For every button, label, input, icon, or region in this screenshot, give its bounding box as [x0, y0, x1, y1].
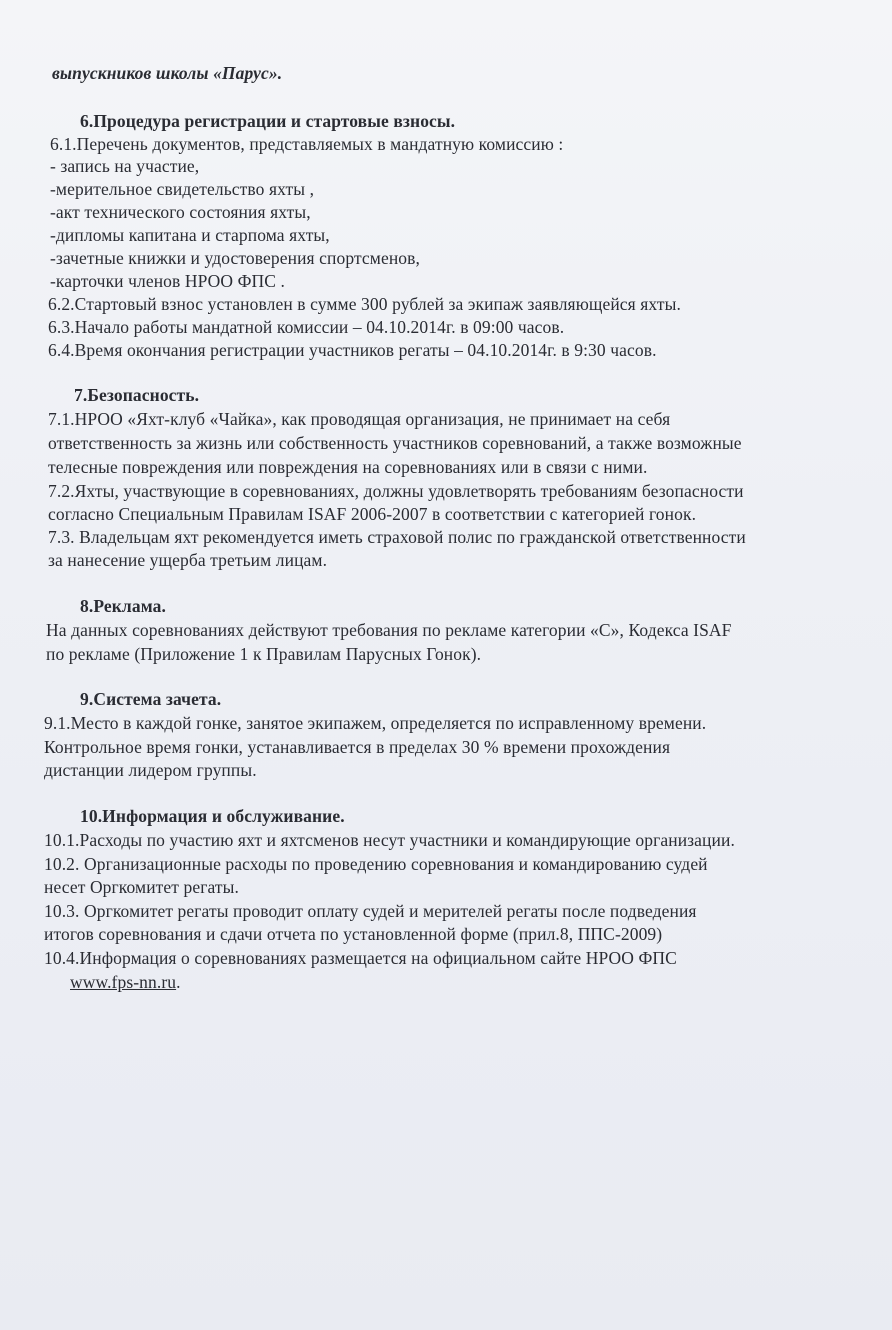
section-6-line: 6.3.Начало работы мандатной комиссии – 04.10.2014г. в 09:00 часов. — [48, 317, 565, 337]
section-6-line: 6.4.Время окончания регистрации участников регаты – 04.10.2014г. в 9:30 часов. — [48, 340, 657, 360]
section-8-line: по рекламе (Приложение 1 к Правилам Парусных Гонок). — [46, 644, 482, 664]
section-7-heading: 7.Безопасность. — [74, 385, 200, 405]
section-6-line: -зачетные книжки и удостоверения спортсменов, — [50, 248, 420, 268]
section-10-line: 10.3. Оргкомитет регаты проводит оплату судей и мерителей регаты после подведения — [44, 901, 697, 921]
section-8-heading: 8.Реклама. — [80, 596, 166, 616]
section-6-line: 6.1.Перечень документов, представляемых в мандатную комиссию : — [50, 134, 564, 154]
section-7-line: 7.3. Владельцам яхт рекомендуется иметь страховой полис по гражданской ответственности — [48, 527, 746, 547]
section-10-line: 10.2. Организационные расходы по проведению соревнования и командированию судей — [44, 854, 708, 874]
section-6-line: -дипломы капитана и старпома яхты, — [50, 225, 330, 245]
section-7-line: 7.2.Яхты, участвующие в соревнованиях, должны удовлетворять требованиям безопасности — [48, 481, 744, 501]
section-9-line: Контрольное время гонки, устанавливается в пределах 30 % времени прохождения — [44, 737, 671, 757]
section-6-line: -карточки членов НРОО ФПС . — [50, 271, 285, 291]
section-7-line: 7.1.НРОО «Яхт-клуб «Чайка», как проводящая организация, не принимает на себя — [48, 409, 671, 429]
section-6-line: -мерительное свидетельство яхты , — [50, 179, 315, 199]
section-7-line: согласно Специальным Правилам ISAF 2006-2007 в соответствии с категорией гонок. — [48, 504, 697, 524]
section-10-line: несет Оргкомитет регаты. — [44, 877, 240, 897]
website-line — [70, 971, 181, 993]
intro-line: выпускников школы «Парус». — [52, 63, 283, 83]
section-6-line: 6.2.Стартовый взнос установлен в сумме 300 рублей за экипаж заявляющейся яхты. — [48, 294, 681, 314]
section-10-line: итогов соревнования и сдачи отчета по установленной форме (прил.8, ППС-2009) — [44, 924, 663, 944]
website-link-suffix: . — [176, 972, 181, 992]
section-10-line: 10.1.Расходы по участию яхт и яхтсменов несут участники и командирующие организации. — [44, 830, 735, 850]
section-8-line: На данных соревнованиях действуют требования по рекламе категории «С», Кодекса ISAF — [46, 620, 732, 640]
section-7-line: ответственность за жизнь или собственность участников соревнований, а также возможные — [48, 433, 742, 453]
section-6-line: - запись на участие, — [50, 156, 200, 176]
section-10-line: 10.4.Информация о соревнованиях размещается на официальном сайте НРОО ФПС — [44, 948, 677, 968]
section-6-heading: 6.Процедура регистрации и стартовые взносы. — [80, 111, 456, 131]
section-9-heading: 9.Система зачета. — [80, 689, 222, 709]
section-9-line: дистанции лидером группы. — [44, 760, 257, 780]
section-6-line: -акт технического состояния яхты, — [50, 202, 311, 222]
section-7-line: телесные повреждения или повреждения на соревнованиях или в связи с ними. — [48, 457, 648, 477]
section-9-line: 9.1.Место в каждой гонке, занятое экипажем, определяется по исправленному времени. — [44, 713, 707, 733]
website-link[interactable]: www.fps-nn.ru — [70, 972, 177, 992]
section-7-line: за нанесение ущерба третьим лицам. — [48, 550, 328, 570]
section-10-heading: 10.Информация и обслуживание. — [80, 806, 345, 826]
